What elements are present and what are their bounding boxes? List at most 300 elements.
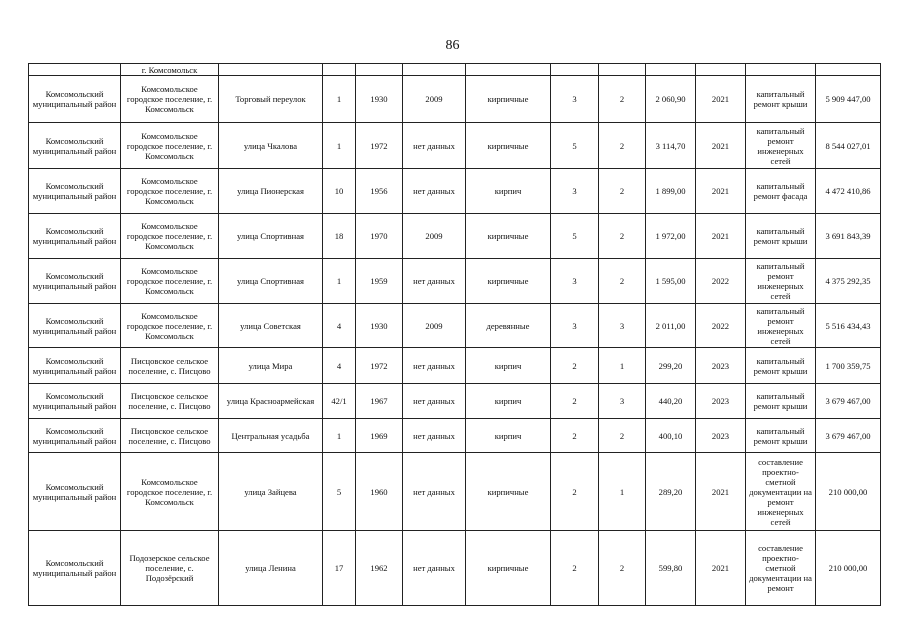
house-text: 4 [336, 360, 342, 371]
work-text: капитальный ремонт крыши [753, 355, 808, 376]
page-number: 86 [445, 38, 460, 53]
cost-text: 3 691 843,39 [825, 231, 871, 241]
built-cell [356, 123, 403, 169]
district-cell [29, 419, 121, 453]
settlement-cell [121, 169, 219, 214]
built-cell [356, 76, 403, 123]
cost-cell [816, 419, 881, 453]
work-cell [746, 453, 816, 531]
street-text: Торговый переулок [235, 94, 306, 104]
last-repair-text: нет данных [413, 396, 455, 406]
area-text: 2 060,90 [655, 94, 686, 104]
area-text: 299,20 [658, 360, 683, 371]
cost-cell [816, 123, 881, 169]
area-cell [646, 76, 696, 123]
work-cell [746, 169, 816, 214]
house-cell [323, 123, 356, 169]
district-cell [29, 453, 121, 531]
built-cell [356, 531, 403, 606]
walls-cell [466, 304, 551, 348]
cost-cell [816, 304, 881, 348]
year-cell [696, 169, 746, 214]
built-text: 1972 [370, 360, 388, 371]
last-repair-cell [403, 169, 466, 214]
housing-repair-table [28, 63, 881, 606]
street-cell [219, 348, 323, 384]
street-cell [219, 453, 323, 531]
settlement-text: Писцовское сельское поселение, с. Писцово [128, 425, 211, 446]
work-cell [746, 419, 816, 453]
district-text: Комсомольский муниципальный район [32, 135, 117, 156]
house-text: 17 [334, 563, 344, 573]
district-text: Комсомольский муниципальный район [32, 391, 117, 411]
street-text: улица Спортивная [237, 231, 304, 241]
walls-cell [466, 123, 551, 169]
table-row [29, 453, 881, 531]
cost-cell [816, 76, 881, 123]
house-text: 42/1 [331, 396, 347, 406]
last-repair-text: нет данных [413, 140, 455, 151]
entrances-text: 2 [619, 563, 625, 573]
built-cell [356, 453, 403, 531]
area-cell [646, 169, 696, 214]
district-text: Комсомольский муниципальный район [32, 271, 117, 291]
table-row [29, 214, 881, 259]
last-repair-cell [403, 419, 466, 453]
area-text: 289,20 [658, 486, 683, 497]
district-cell [29, 76, 121, 123]
floors-cell [551, 123, 599, 169]
entrances-text: 1 [619, 486, 625, 497]
floors-text: 2 [572, 360, 577, 371]
year-text: 2021 [711, 563, 730, 573]
floors-cell [551, 76, 599, 123]
house-cell [323, 348, 356, 384]
floors-cell [551, 453, 599, 531]
work-text: капитальный ремонт инженерных сетей [756, 261, 805, 301]
entrances-text: 3 [619, 320, 625, 331]
built-cell [356, 384, 403, 419]
walls-cell [466, 169, 551, 214]
street-cell [219, 169, 323, 214]
walls-text: кирпич [494, 396, 522, 406]
street-cell [219, 531, 323, 606]
floors-text: 3 [572, 186, 577, 196]
cost-text: 8 544 027,01 [825, 140, 871, 151]
work-text: капитальный ремонт крыши [753, 425, 808, 446]
floors-cell [551, 384, 599, 419]
area-text: 3 114,70 [655, 140, 686, 151]
area-cell [646, 453, 696, 531]
house-cell [323, 259, 356, 304]
table-row [29, 259, 881, 304]
area-text: 599,80 [658, 563, 683, 573]
table-row [29, 384, 881, 419]
cost-cell [816, 531, 881, 606]
street-text: улица Советская [240, 320, 301, 331]
work-text: капитальный ремонт инженерных сетей [756, 305, 805, 346]
table-row [29, 169, 881, 214]
street-text: улица Пионерская [237, 186, 304, 196]
house-cell [323, 453, 356, 531]
house-text: 18 [334, 231, 344, 241]
district-cell [29, 123, 121, 169]
entrances-text: 2 [619, 276, 625, 286]
walls-cell [466, 348, 551, 384]
year-text: 2021 [711, 486, 730, 497]
district-cell [29, 169, 121, 214]
area-cell [646, 384, 696, 419]
walls-text: кирпичные [487, 140, 529, 151]
year-text: 2022 [711, 320, 730, 331]
settlement-cell [121, 453, 219, 531]
cost-text: 3 679 467,00 [825, 396, 871, 406]
entrances-text: 1 [619, 360, 625, 371]
cost-text: 4 472 410,86 [825, 186, 871, 196]
work-text: капитальный ремонт инженерных сетей [756, 125, 805, 166]
house-cell [323, 384, 356, 419]
settlement-text: Комсомольское городское поселение, г. Комсомольск [126, 221, 213, 251]
cost-cell [816, 348, 881, 384]
cost-text: 210 000,00 [828, 563, 868, 573]
year-cell [696, 348, 746, 384]
entrances-cell [599, 384, 646, 419]
entrances-cell [599, 453, 646, 531]
year-cell [696, 384, 746, 419]
last-repair-cell [403, 76, 466, 123]
last-repair-text: нет данных [413, 563, 455, 573]
year-text: 2023 [711, 430, 730, 441]
entrances-cell [599, 169, 646, 214]
district-cell [29, 304, 121, 348]
built-text: 1969 [370, 430, 388, 441]
built-text: 1972 [370, 140, 388, 151]
walls-text: деревянные [486, 320, 530, 331]
year-cell [696, 259, 746, 304]
settlement-cell [121, 419, 219, 453]
floors-cell [551, 531, 599, 606]
work-cell [746, 348, 816, 384]
last-repair-cell [403, 531, 466, 606]
last-repair-text: 2009 [425, 231, 443, 241]
area-cell [646, 348, 696, 384]
floors-cell [551, 419, 599, 453]
work-text: капитальный ремонт крыши [753, 89, 808, 109]
last-repair-text: нет данных [413, 430, 455, 441]
last-repair-cell [403, 348, 466, 384]
table-row [29, 304, 881, 348]
area-cell [646, 123, 696, 169]
built-text: 1956 [370, 186, 388, 196]
walls-text: кирпичные [487, 486, 529, 497]
house-cell [323, 304, 356, 348]
settlement-text: Комсомольское городское поселение, г. Комсомольск [126, 84, 213, 114]
area-cell [646, 531, 696, 606]
area-cell [646, 419, 696, 453]
settlement-text: Комсомольское городское поселение, г. Комсомольск [126, 476, 213, 507]
last-repair-text: нет данных [413, 276, 455, 286]
area-text: 400,10 [658, 430, 683, 441]
year-text: 2021 [711, 94, 730, 104]
work-cell [746, 214, 816, 259]
built-text: 1970 [370, 231, 388, 241]
walls-cell [466, 76, 551, 123]
area-text: 2 011,00 [655, 320, 686, 331]
floors-text: 5 [572, 140, 577, 151]
entrances-text: 2 [619, 186, 625, 196]
floors-text: 2 [572, 563, 577, 573]
street-text: Центральная усадьба [231, 430, 310, 441]
built-text: 1962 [370, 563, 388, 573]
year-text: 2023 [711, 396, 730, 406]
built-cell [356, 259, 403, 304]
cost-cell [816, 384, 881, 419]
last-repair-text: нет данных [413, 186, 455, 196]
work-text: капитальный ремонт крыши [753, 226, 808, 246]
entrances-cell [599, 76, 646, 123]
district-text: Комсомольский муниципальный район [32, 315, 117, 336]
cost-text: 5 909 447,00 [825, 94, 871, 104]
settlement-cell [121, 123, 219, 169]
entrances-cell [599, 348, 646, 384]
year-cell [696, 304, 746, 348]
walls-cell [466, 259, 551, 304]
cost-cell [816, 453, 881, 531]
year-text: 2021 [711, 140, 730, 151]
settlement-text: Комсомольское городское поселение, г. Комсомольск [126, 176, 213, 206]
entrances-cell [599, 214, 646, 259]
street-text: улица Чкалова [243, 140, 298, 151]
entrances-cell [599, 531, 646, 606]
settlement-cell [121, 259, 219, 304]
built-text: 1960 [370, 486, 388, 497]
district-cell [29, 348, 121, 384]
settlement-cell [121, 214, 219, 259]
street-cell [219, 76, 323, 123]
street-text: улица Зайцева [244, 486, 297, 497]
cost-text: 5 516 434,43 [825, 320, 871, 331]
area-text: 1 595,00 [655, 276, 686, 286]
walls-text: кирпич [494, 430, 522, 441]
last-repair-cell [403, 384, 466, 419]
floors-cell [551, 304, 599, 348]
built-cell [356, 348, 403, 384]
work-cell [746, 531, 816, 606]
settlement-cell [121, 304, 219, 348]
district-text: Комсомольский муниципальный район [32, 181, 117, 201]
work-text: капитальный ремонт крыши [753, 391, 808, 411]
walls-cell [466, 214, 551, 259]
cost-cell [816, 259, 881, 304]
house-text: 5 [336, 486, 342, 497]
table-row [29, 531, 881, 606]
built-cell [356, 304, 403, 348]
street-cell [219, 214, 323, 259]
house-cell [323, 76, 356, 123]
year-cell [696, 214, 746, 259]
house-text: 1 [336, 94, 342, 104]
settlement-text: Комсомольское городское поселение, г. Комсомольск [126, 310, 213, 341]
area-cell [646, 304, 696, 348]
year-cell [696, 531, 746, 606]
district-text: Комсомольский муниципальный район [32, 355, 117, 376]
table-row [29, 76, 881, 123]
floors-text: 2 [572, 486, 577, 497]
cost-text: 1 700 359,75 [825, 360, 871, 371]
district-text: Комсомольский муниципальный район [32, 226, 117, 246]
entrances-cell [599, 304, 646, 348]
walls-cell [466, 531, 551, 606]
year-cell [696, 123, 746, 169]
settlement-text: Подозерское сельское поселение, с. Подозёрский [129, 553, 210, 583]
floors-text: 3 [572, 276, 577, 286]
floors-text: 2 [572, 430, 577, 441]
area-text: 1 899,00 [655, 186, 686, 196]
last-repair-cell [403, 453, 466, 531]
work-cell [746, 123, 816, 169]
year-text: 2021 [711, 186, 730, 196]
built-text: 1930 [370, 320, 388, 331]
district-text: Комсомольский муниципальный район [32, 558, 117, 578]
area-text: 1 972,00 [655, 231, 686, 241]
district-cell [29, 214, 121, 259]
walls-text: кирпичные [487, 276, 529, 286]
year-text: 2022 [711, 276, 730, 286]
entrances-text: 3 [619, 396, 625, 406]
year-cell [696, 419, 746, 453]
settlement-text: Комсомольское городское поселение, г. Комсомольск [126, 266, 213, 296]
area-cell [646, 214, 696, 259]
house-text: 10 [334, 186, 344, 196]
house-text: 1 [336, 430, 342, 441]
entrances-text: 2 [619, 140, 625, 151]
walls-text: кирпич [494, 186, 522, 196]
area-text: 440,20 [658, 396, 683, 406]
settlement-text: Писцовское сельское поселение, с. Писцово [128, 391, 211, 411]
district-cell [29, 531, 121, 606]
floors-text: 3 [572, 320, 577, 331]
settlement-cell [121, 348, 219, 384]
street-cell [219, 384, 323, 419]
built-text: 1959 [370, 276, 388, 286]
built-cell [356, 419, 403, 453]
entrances-cell [599, 259, 646, 304]
house-text: 1 [336, 276, 342, 286]
settlement-text: Писцовское сельское поселение, с. Писцово [128, 355, 211, 376]
house-cell [323, 531, 356, 606]
year-cell [696, 453, 746, 531]
work-text: составление проектно-сметной документации на ремонт [749, 543, 812, 593]
settlement-text: Комсомольское городское поселение, г. Комсомольск [126, 130, 213, 161]
last-repair-cell [403, 123, 466, 169]
entrances-cell [599, 419, 646, 453]
cost-text: 210 000,00 [828, 486, 868, 497]
work-cell [746, 384, 816, 419]
floors-cell [551, 348, 599, 384]
cost-cell [816, 169, 881, 214]
built-cell [356, 169, 403, 214]
walls-cell [466, 453, 551, 531]
floors-cell [551, 214, 599, 259]
house-cell [323, 169, 356, 214]
walls-text: кирпичные [487, 94, 529, 104]
house-text: 1 [336, 140, 342, 151]
settlement-cell: г. Комсомольск [121, 64, 219, 76]
area-cell [646, 259, 696, 304]
district-text: Комсомольский муниципальный район [32, 425, 117, 446]
cost-cell [816, 214, 881, 259]
year-text: 2021 [711, 231, 730, 241]
street-cell [219, 304, 323, 348]
house-cell [323, 419, 356, 453]
last-repair-cell [403, 259, 466, 304]
floors-text: 2 [572, 396, 577, 406]
walls-text: кирпичные [487, 563, 529, 573]
last-repair-cell [403, 214, 466, 259]
entrances-text: 2 [619, 430, 625, 441]
table-row [29, 348, 881, 384]
entrances-text: 2 [619, 94, 625, 104]
last-repair-text: нет данных [413, 486, 455, 497]
street-cell [219, 259, 323, 304]
work-text: капитальный ремонт фасада [753, 181, 808, 201]
walls-text: кирпичные [487, 231, 529, 241]
work-cell [746, 304, 816, 348]
floors-text: 5 [572, 231, 577, 241]
walls-cell [466, 384, 551, 419]
street-text: улица Спортивная [237, 276, 304, 286]
district-text: Комсомольский муниципальный район [32, 89, 117, 109]
district-cell [29, 384, 121, 419]
walls-cell [466, 419, 551, 453]
year-cell [696, 76, 746, 123]
table-row [29, 123, 881, 169]
street-text: улица Ленина [245, 563, 296, 573]
work-cell [746, 76, 816, 123]
cost-text: 4 375 292,35 [825, 276, 871, 286]
settlement-cell [121, 384, 219, 419]
built-text: 1967 [370, 396, 388, 406]
district-text: Комсомольский муниципальный район [32, 481, 117, 502]
cost-text: 3 679 467,00 [825, 430, 871, 441]
built-text: 1930 [370, 94, 388, 104]
work-text: составление проектно-сметной документации на ремонт инженерных сетей [749, 456, 812, 527]
last-repair-cell [403, 304, 466, 348]
built-cell [356, 214, 403, 259]
house-text: 4 [336, 320, 342, 331]
year-text: 2023 [711, 360, 730, 371]
entrances-text: 2 [619, 231, 625, 241]
district-cell [29, 259, 121, 304]
last-repair-text: нет данных [413, 360, 455, 371]
street-text: улица Красноармейская [226, 396, 315, 406]
work-cell [746, 259, 816, 304]
floors-cell [551, 259, 599, 304]
street-cell [219, 123, 323, 169]
settlement-cell [121, 531, 219, 606]
walls-text: кирпич [494, 360, 522, 371]
last-repair-text: 2009 [425, 320, 443, 331]
floors-cell [551, 169, 599, 214]
house-cell [323, 214, 356, 259]
table-row-continued [29, 64, 881, 76]
table-row [29, 419, 881, 453]
street-text: улица Мира [248, 360, 293, 371]
street-cell [219, 419, 323, 453]
last-repair-text: 2009 [425, 94, 443, 104]
entrances-cell [599, 123, 646, 169]
settlement-cell [121, 76, 219, 123]
